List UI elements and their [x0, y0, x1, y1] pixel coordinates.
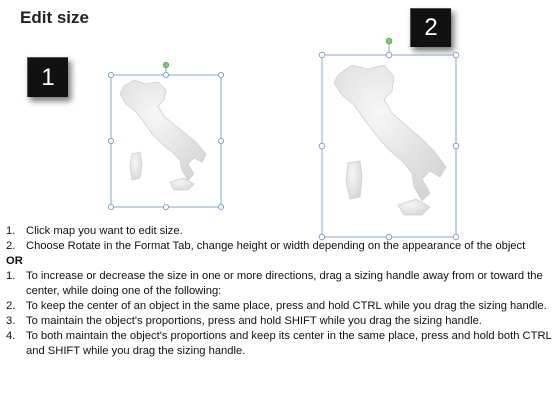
sizing-handle-bottom-right[interactable]	[218, 204, 223, 209]
sizing-handle-bottom[interactable]	[163, 204, 168, 209]
step-number: 4.	[6, 330, 16, 342]
rotate-handle[interactable]	[163, 62, 169, 68]
italy-map-shape	[120, 80, 206, 190]
sizing-handle-bottom-left[interactable]	[108, 204, 113, 209]
sizing-handle-top[interactable]	[386, 52, 392, 58]
step-text: To keep the center of an object in the same place, press and hold CTRL while you drag the sizing handle.	[26, 300, 547, 312]
rotate-handle[interactable]	[386, 38, 392, 44]
italy-map-small-selected[interactable]	[106, 60, 226, 210]
instruction-step	[6, 329, 556, 359]
instruction-step	[6, 239, 556, 254]
sizing-handle-left[interactable]	[319, 143, 325, 149]
italy-map-large-selected[interactable]	[316, 35, 462, 241]
sizing-handle-right[interactable]	[453, 143, 459, 149]
step-text: To both maintain the object's proportions and keep its center in the same place, press and hold both CTRL and SHIFT while you drag the sizing handle.	[26, 330, 552, 357]
step-number: 1.	[6, 270, 16, 282]
step-badge-1: 1	[27, 57, 68, 97]
sizing-handle-top-right[interactable]	[218, 72, 223, 77]
instruction-step	[6, 299, 556, 314]
step-text: To increase or decrease the size in one or more directions, drag a sizing handle away from or toward the center, while doing one of the following:	[26, 270, 543, 297]
step-text: To maintain the object's proportions, press and hold SHIFT while you drag the sizing handle.	[26, 315, 482, 327]
sizing-handle-top-left[interactable]	[108, 72, 113, 77]
instruction-step	[6, 224, 556, 239]
or-label: OR	[6, 255, 23, 267]
sizing-handle-top[interactable]	[163, 72, 168, 77]
italy-map-shape	[334, 65, 446, 215]
instruction-step	[6, 314, 556, 329]
sizing-handle-top-right[interactable]	[453, 52, 459, 58]
step-text: Click map you want to edit size.	[26, 225, 183, 237]
sizing-handle-left[interactable]	[108, 138, 113, 143]
sizing-handle-right[interactable]	[218, 138, 223, 143]
step-badge-2: 2	[410, 8, 451, 47]
step-number: 2.	[6, 240, 16, 252]
step-number: 3.	[6, 315, 16, 327]
instruction-step	[6, 269, 556, 299]
step-number: 2.	[6, 300, 16, 312]
sizing-handle-top-left[interactable]	[319, 52, 325, 58]
step-number: 1.	[6, 225, 16, 237]
page-title: Edit size	[20, 8, 89, 27]
step-text: Choose Rotate in the Format Tab, change height or width depending on the appearance of the object	[26, 240, 526, 252]
instructions	[6, 224, 556, 359]
